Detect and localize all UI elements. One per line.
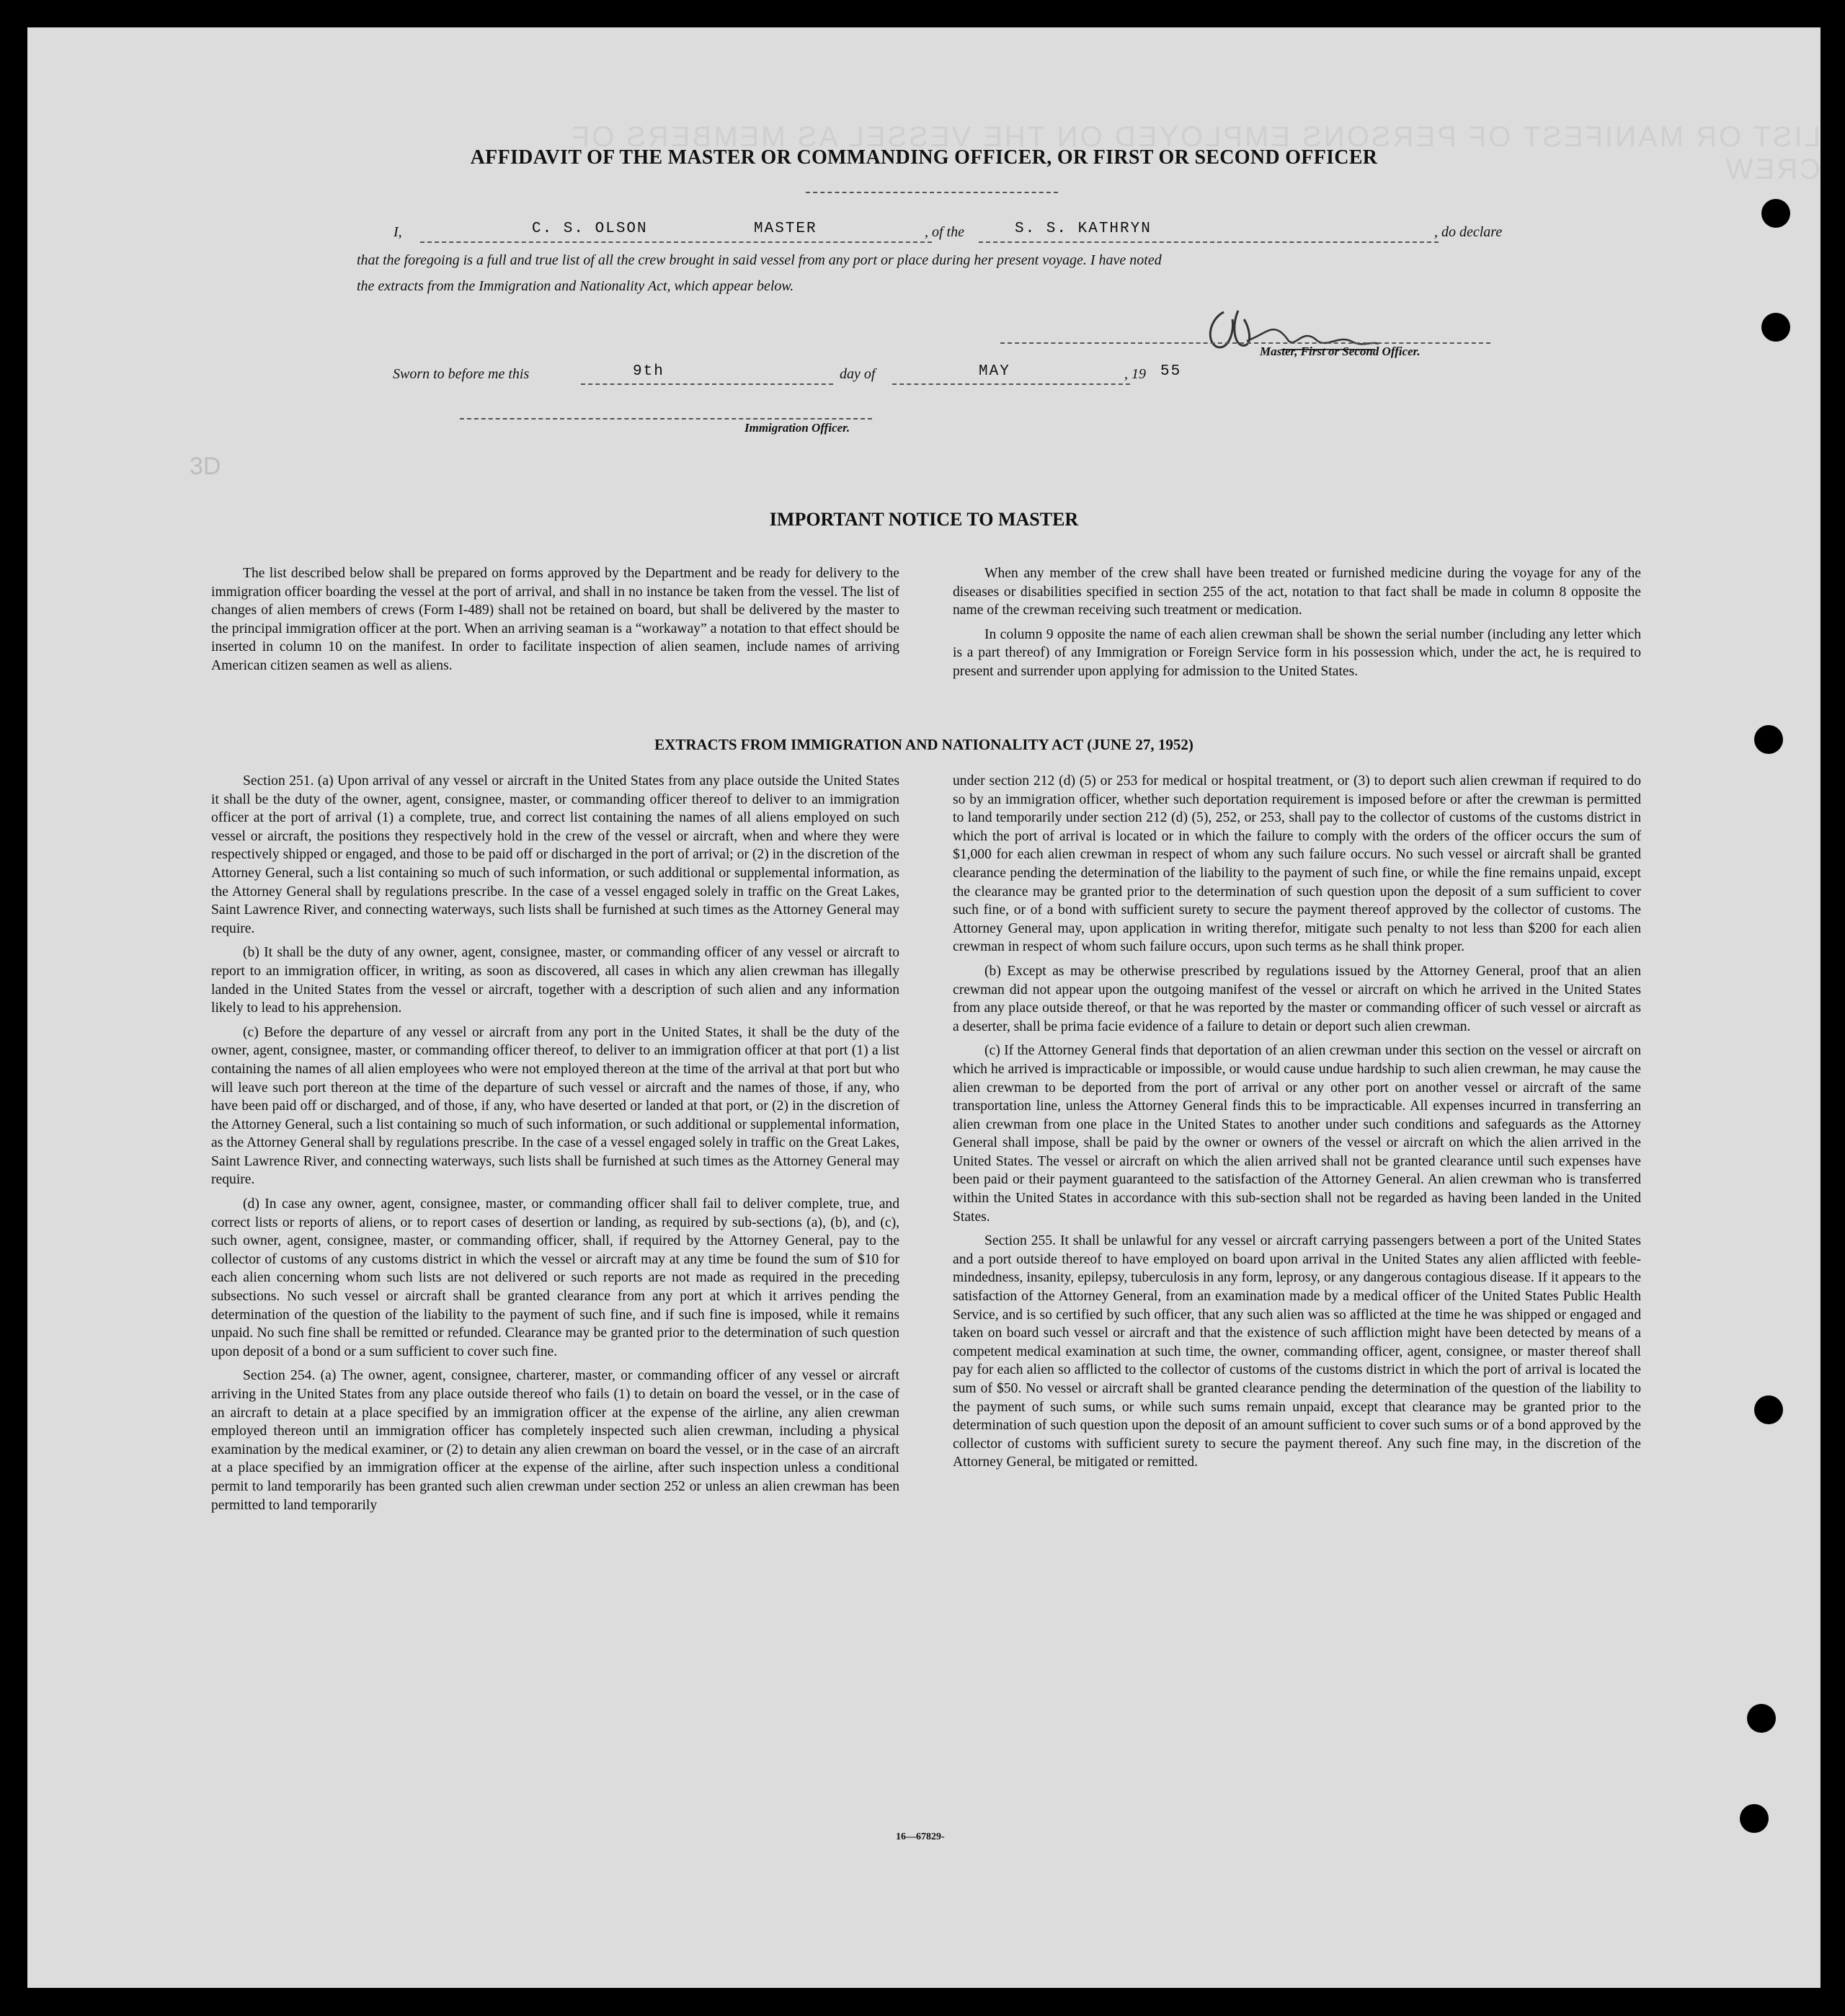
notice-left-column — [211, 564, 899, 681]
extract-paragraph: Section 254. (a) The owner, agent, consignee, charterer, master, or commanding officer of any vessel or aircraft arriving in the United States from any place outside thereof who fails (1) to detain on board the vessel, or in the case of an aircraft to detain at a place specified by an immigration officer at the expense of the airline, any alien crewman employed thereon until an immigration officer has completely inspected such alien crewman, including a physical examination by the medical examiner, or (2) to detain any alien crewman on board the vessel, or in the case of an aircraft at a place specified by an immigration officer at the expense of the airline, after such inspection unless a conditional permit to land temporarily has been granted such alien crewman under section 252 or unless an alien crewman has been permitted to land temporarily — [211, 1368, 899, 1513]
notice-right-column — [953, 564, 1641, 687]
extracts-left-column — [211, 772, 899, 1520]
extract-paragraph: Section 251. (a) Upon arrival of any vessel or aircraft in the United States from any place outside the United States it shall be the duty of the owner, agent, consignee, master, or commanding officer thereof to deliver to an immigration officer at the port of arrival (1) a complete, true, and correct list containing the names of all aliens employed on such vessel or aircraft, the positions they respectively hold in the crew of the vessel or aircraft, when and where they were respectively shipped or engaged, and those to be paid off or discharged in the port of arrival; or (2) in the discretion of the Attorney General, such a list containing so much of such information, or such additional or supplemental information, as the Attorney General shall by regulations prescribe. In the case of a vessel engaged solely in traffic on the Great Lakes, Saint Lawrence River, and connecting waterways, such lists shall be furnished at such times as the Attorney General may require. — [211, 773, 899, 936]
sworn-month: MAY — [979, 363, 1010, 380]
document-page — [27, 27, 1820, 1988]
affidavit-title: AFFIDAVIT OF THE MASTER OR COMMANDING OFFICER, OR FIRST OR SECOND OFFICER — [470, 146, 1378, 169]
vessel-name: S. S. KATHRYN — [1015, 221, 1152, 237]
sworn-day: 9th — [633, 363, 664, 380]
extract-paragraph: Section 255. It shall be unlawful for any vessel or aircraft carrying passengers between a port of the United States and a port outside thereof to have employed on board upon arrival in the United States any alien afflicted with feeble-mindedness, insanity, epilepsy, tuberculosis in any form, leprosy, or any dangerous contagious disease. If it appears to the satisfaction of the Attorney General, from an examination made by a medical officer of the United States Public Health Service, and is so certified by such officer, that any such alien was so afflicted at the time he was shipped or engaged and taken on board such vessel or aircraft and that the existence of such affliction might have been detected by means of a competent medical examination at such time, the owner, commanding officer, agent, consignee, or master thereof shall pay for each alien so afflicted to the collector of customs of the customs district in which the port of arrival is located the sum of $50. No vessel or aircraft shall be granted clearance pending the determination of the question of the liability to the payment of such sums, or while such sums remain unpaid, except that clearance may be granted prior to the determination of such question upon the deposit of an amount sufficient to cover such sums or of a bond approved by the collector of customs with sufficient surety to secure the payment thereof. Any such fine may, in the discretion of the Attorney General, be mitigated or remitted. — [953, 1233, 1641, 1470]
extract-paragraph: (d) In case any owner, agent, consignee, master, or commanding officer shall fail to deliver complete, true, and correct lists or reports of aliens, or to report cases of desertion or landing, as required by sub-sections (a), (b), and (c), such owner, agent, consignee, master, or commanding officer, shall, if required by the Attorney General, pay to the collector of customs of any customs district in which the vessel or aircraft may at any time be found the sum of $10 for each alien concerning whom such lists are not delivered or such reports are not made as required in the preceding subsections. No such vessel or aircraft shall be granted clearance from any port at which it arrives pending the determination of the question of the liability to the payment of such fine, and if such fine is imposed, while it remains unpaid. No such fine shall be remitted or refunded. Clearance may be granted prior to the determination of such question upon deposit of a bond or a sum sufficient to cover such fine. — [211, 1196, 899, 1359]
title-underline — [806, 192, 1058, 193]
i-label: I, — [394, 224, 402, 240]
master-name: C. S. OLSON — [532, 221, 648, 237]
punch-hole — [1747, 1704, 1776, 1733]
year-prefix: , 19 — [1124, 366, 1146, 382]
punch-hole — [1754, 1395, 1783, 1424]
notice-title: IMPORTANT NOTICE TO MASTER — [769, 509, 1079, 530]
do-declare-label: , do declare — [1434, 224, 1503, 240]
immigration-officer-label: Immigration Officer. — [744, 421, 850, 435]
sworn-label: Sworn to before me this — [393, 366, 530, 382]
day-of-label: day of — [840, 366, 876, 382]
of-the-label: , of the — [925, 224, 964, 240]
sworn-year: 55 — [1160, 363, 1182, 380]
extracts-title: EXTRACTS FROM IMMIGRATION AND NATIONALITY ACT (JUNE 27, 1952) — [654, 736, 1193, 753]
extract-paragraph: under section 212 (d) (5) or 253 for medical or hospital treatment, or (3) to deport such alien crewman if required to do so by an immigration officer, whether such deportation requirement is imposed before or after the crewman is permitted to land temporarily under section 212 (d) (5), 252, or 253, shall pay to the collector of customs of the customs district in which the port of arrival is located or in which the failure to comply with the orders of the officer occurs the sum of $1,000 for each alien crewman in respect of whom any such failure occurs. No such vessel or aircraft shall be granted clearance pending the determination of the liability to the payment of such fine, or while the fine remains unpaid, except the clearance may be granted prior to the determination of such question upon the deposit of a sum sufficient to cover such fine, or of a bond with sufficient surety to secure the payment thereof approved by the collector of customs. The Attorney General may, upon application in writing therefor, mitigate such penalty to not less than $200 for each alien crewman in respect of whom such failure occurs, upon such terms as he shall think proper. — [953, 773, 1641, 955]
extract-paragraph: (c) Before the departure of any vessel or aircraft from any port in the United States, it shall be the duty of the owner, agent, consignee, master, or commanding officer thereof, to deliver to an immigration officer at that port (1) a list containing the names of all alien employees who were not employed thereon at the time of the arrival at that port but who will leave such port thereon at the time of the departure of such vessel or aircraft and the names of those, if any, who have been paid off or discharged, and of those, if any, who have deserted or landed at that port, or (2) in the discretion of the Attorney General, such a list containing so much of such information, or such additional or supplemental information, as the Attorney General shall by regulations prescribe. In the case of a vessel engaged solely in traffic on the Great Lakes, Saint Lawrence River, and connecting waterways, such lists shall be furnished at such times as the Attorney General may require. — [211, 1024, 899, 1188]
print-code: 16—67829- — [896, 1831, 945, 1842]
extract-paragraph: (b) Except as may be otherwise prescribed by regulations issued by the Attorney General, proof that an alien crewman did not appear upon the outgoing manifest of the vessel or aircraft on which he arrived in the United States from any place outside thereof, or that he was reported by the master or commanding officer of such vessel or aircraft as a deserter, shall be prima facie evidence of a failure to detain or deport such alien crewman. — [953, 963, 1641, 1034]
signature-label: Master, First or Second Officer. — [1260, 345, 1421, 358]
extract-paragraph: (b) It shall be the duty of any owner, agent, consignee, master, or commanding officer of any vessel or aircraft to report to an immigration officer, in writing, as soon as discovered, all cases in which any alien crewman has illegally landed in the United States from the vessel or aircraft, together with a description of such alien and any information likely to lead to his apprehension. — [211, 945, 899, 1016]
notice-paragraph: The list described below shall be prepared on forms approved by the Department and be ready for delivery to the immigration officer boarding the vessel at the port of arrival, and shall in no instance be taken from the vessel. The list of changes of alien members of crews (Form I-489) shall not be retained on board, but shall be delivered by the master to the principal immigration officer at the port. When an arriving seaman is a “workaway” a notation to that effect should be inserted in column 10 on the manifest. In order to facilitate inspection of alien seamen, include names of arriving American citizen seamen as well as aliens. — [211, 566, 899, 673]
punch-hole — [1761, 199, 1790, 228]
bleed-through-text: LIST OR MANIFEST OF PERSONS EMPLOYED ON THE VESSEL AS MEMBERS OF CREW — [569, 121, 1820, 185]
margin-stamp: 3D — [190, 453, 221, 480]
extract-paragraph: (c) If the Attorney General finds that deportation of an alien crewman under this section on the vessel or aircraft on which he arrived is impracticable or impossible, or would cause undue hardship to such alien crewman, he may cause the alien crewman to be deported from the port of arrival or any other port on another vessel or aircraft of the same transportation line, unless the Attorney General finds this to be impracticable. All expenses incurred in transferring an alien crewman from one place in the United States to another under such conditions and safeguards as the Attorney General shall impose, shall be paid by the owner or owners of the vessel or aircraft on which the alien arrived in the United States. The vessel or aircraft on which the alien arrived shall not be granted clearance until such expenses have been paid or their payment guaranteed to the satisfaction of the Attorney General. An alien crewman who is transferred within the United States in accordance with this sub-section shall not be regarded as having been landed in the United States. — [953, 1043, 1641, 1225]
master-rank: MASTER — [754, 221, 817, 237]
affidavit-line-2: that the foregoing is a full and true list of all the crew brought in said vessel from any port or place during her present voyage. I have noted — [357, 252, 1162, 268]
notice-paragraph: When any member of the crew shall have been treated or furnished medicine during the voyage for any of the diseases or disabilities specified in section 255 of the act, notation to that fact shall be made in column 8 opposite the name of the crewman receiving such treatment or medication. — [953, 566, 1641, 618]
extracts-right-column — [953, 772, 1641, 1478]
notice-paragraph: In column 9 opposite the name of each alien crewman shall be shown the serial number (including any letter which is a part thereof) of any Immigration or Foreign Service form in his possession which, under the act, he is required to present and surrender upon applying for admission to the United States. — [953, 626, 1641, 679]
punch-hole — [1761, 313, 1790, 342]
punch-hole — [1740, 1804, 1769, 1833]
affidavit-line-3: the extracts from the Immigration and Nationality Act, which appear below. — [357, 278, 794, 294]
